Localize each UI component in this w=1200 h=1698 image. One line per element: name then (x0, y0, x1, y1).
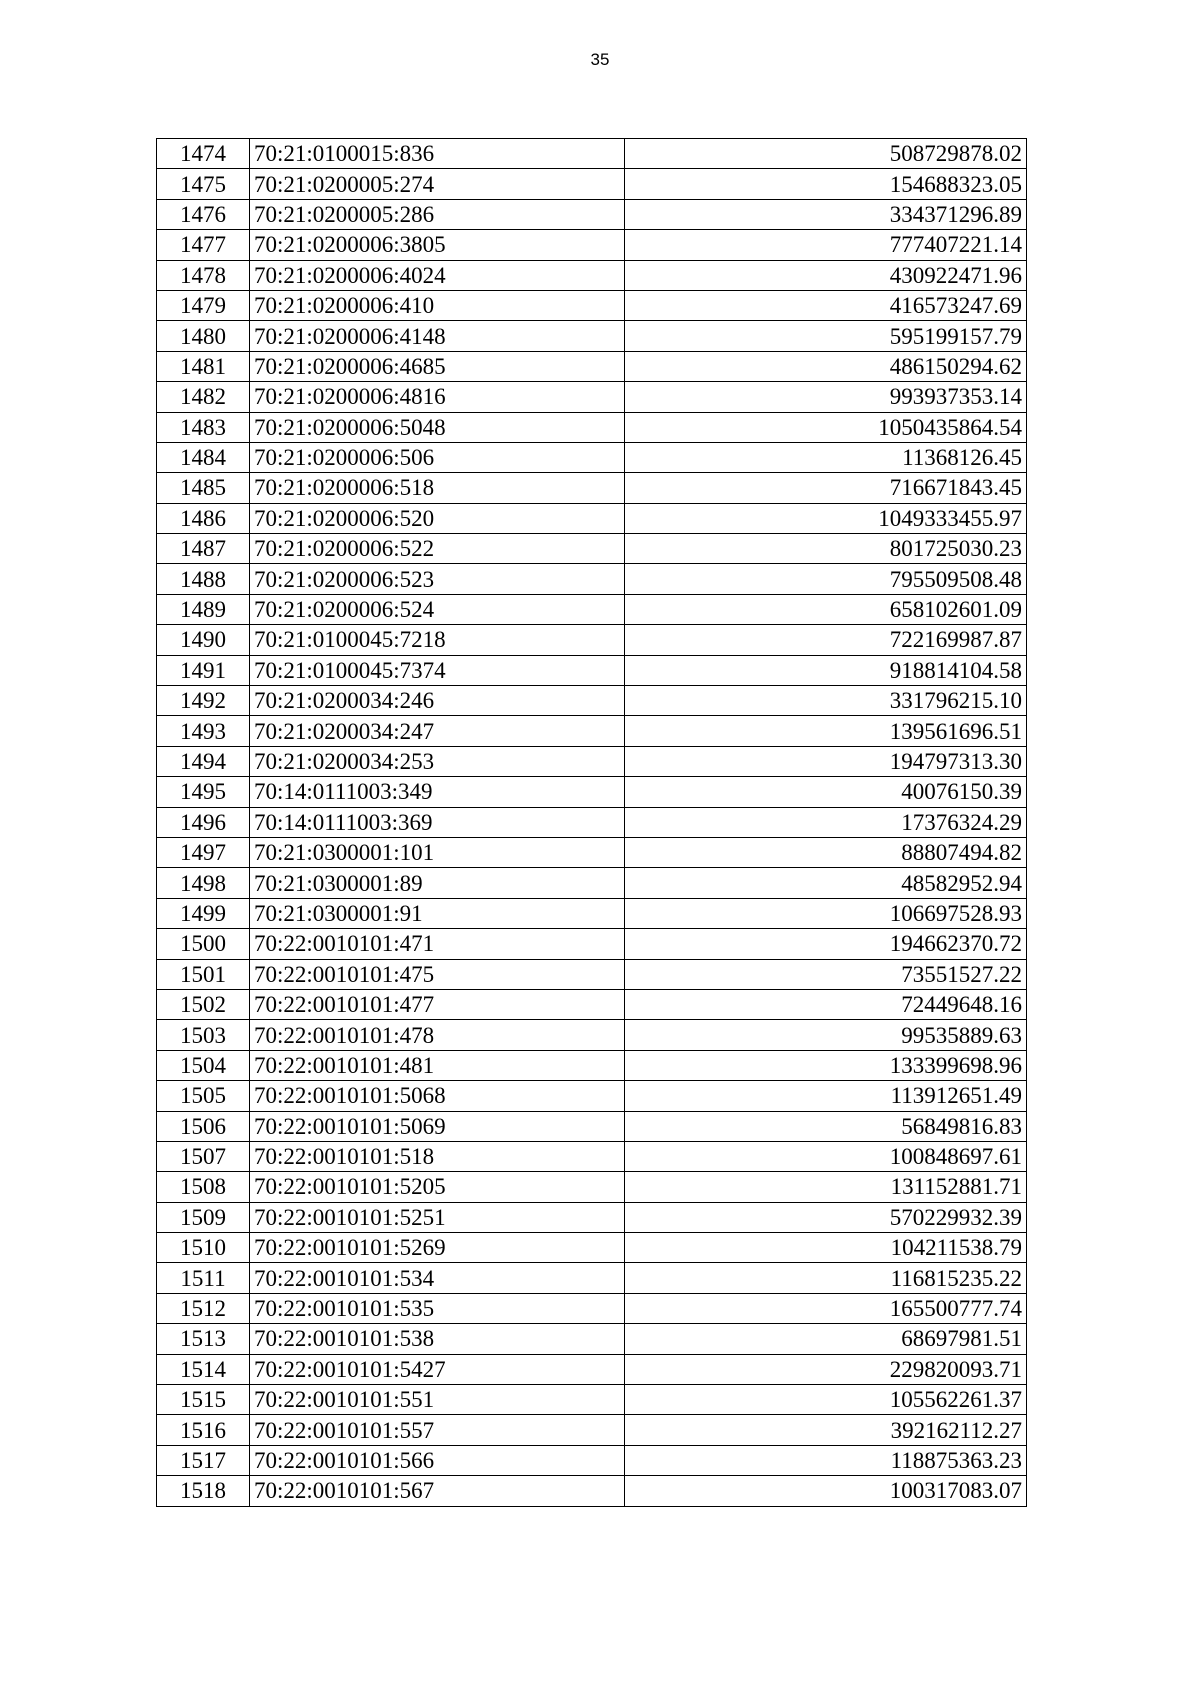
table-row (157, 837, 1027, 867)
cadastral-value-cell: 331796215.10 (625, 686, 1027, 716)
row-number-cell: 1494 (157, 746, 250, 776)
cadastral-value-cell: 918814104.58 (625, 655, 1027, 685)
table-row (157, 534, 1027, 564)
row-number-cell: 1477 (157, 230, 250, 260)
cadastral-value-cell: 658102601.09 (625, 594, 1027, 624)
table-row (157, 1415, 1027, 1445)
cadastral-number-cell: 70:22:0010101:534 (250, 1263, 625, 1293)
cadastral-number-cell: 70:21:0200005:274 (250, 169, 625, 199)
row-number-cell: 1479 (157, 290, 250, 320)
row-number-cell: 1490 (157, 625, 250, 655)
table-row (157, 1020, 1027, 1050)
row-number-cell: 1481 (157, 351, 250, 381)
cadastral-value-cell: 416573247.69 (625, 290, 1027, 320)
cadastral-value-cell: 100317083.07 (625, 1476, 1027, 1506)
cadastral-value-cell: 56849816.83 (625, 1111, 1027, 1141)
table-row (157, 1141, 1027, 1171)
row-number-cell: 1495 (157, 777, 250, 807)
cadastral-number-cell: 70:22:0010101:478 (250, 1020, 625, 1050)
row-number-cell: 1483 (157, 412, 250, 442)
row-number-cell: 1511 (157, 1263, 250, 1293)
cadastral-value-cell: 72449648.16 (625, 989, 1027, 1019)
cadastral-number-cell: 70:22:0010101:551 (250, 1385, 625, 1415)
registry-table (156, 138, 1027, 1507)
table-row (157, 199, 1027, 229)
row-number-cell: 1484 (157, 442, 250, 472)
row-number-cell: 1498 (157, 868, 250, 898)
cadastral-number-cell: 70:21:0100045:7374 (250, 655, 625, 685)
table-row (157, 564, 1027, 594)
table-row (157, 473, 1027, 503)
cadastral-value-cell: 105562261.37 (625, 1385, 1027, 1415)
cadastral-number-cell: 70:14:0111003:369 (250, 807, 625, 837)
table-row (157, 898, 1027, 928)
cadastral-value-cell: 100848697.61 (625, 1141, 1027, 1171)
table-row (157, 1111, 1027, 1141)
cadastral-value-cell: 11368126.45 (625, 442, 1027, 472)
row-number-cell: 1475 (157, 169, 250, 199)
row-number-cell: 1505 (157, 1081, 250, 1111)
table-row (157, 1324, 1027, 1354)
cadastral-number-cell: 70:21:0200006:4148 (250, 321, 625, 351)
cadastral-number-cell: 70:22:0010101:5427 (250, 1354, 625, 1384)
row-number-cell: 1492 (157, 686, 250, 716)
table-row (157, 260, 1027, 290)
cadastral-value-cell: 17376324.29 (625, 807, 1027, 837)
cadastral-number-cell: 70:22:0010101:566 (250, 1445, 625, 1475)
cadastral-number-cell: 70:22:0010101:557 (250, 1415, 625, 1445)
table-row (157, 959, 1027, 989)
row-number-cell: 1512 (157, 1293, 250, 1323)
row-number-cell: 1500 (157, 929, 250, 959)
cadastral-value-cell: 1050435864.54 (625, 412, 1027, 442)
table-row (157, 1385, 1027, 1415)
row-number-cell: 1487 (157, 534, 250, 564)
table-row (157, 1445, 1027, 1475)
row-number-cell: 1476 (157, 199, 250, 229)
table-row (157, 1233, 1027, 1263)
cadastral-number-cell: 70:22:0010101:5068 (250, 1081, 625, 1111)
cadastral-value-cell: 194662370.72 (625, 929, 1027, 959)
table-row (157, 777, 1027, 807)
row-number-cell: 1489 (157, 594, 250, 624)
cadastral-number-cell: 70:21:0200006:4816 (250, 382, 625, 412)
cadastral-number-cell: 70:21:0200006:5048 (250, 412, 625, 442)
table-row (157, 1050, 1027, 1080)
cadastral-number-cell: 70:22:0010101:5251 (250, 1202, 625, 1232)
cadastral-number-cell: 70:21:0200006:506 (250, 442, 625, 472)
table-row (157, 290, 1027, 320)
table-row (157, 625, 1027, 655)
cadastral-value-cell: 595199157.79 (625, 321, 1027, 351)
table-row (157, 686, 1027, 716)
cadastral-number-cell: 70:21:0100045:7218 (250, 625, 625, 655)
cadastral-number-cell: 70:22:0010101:5069 (250, 1111, 625, 1141)
row-number-cell: 1496 (157, 807, 250, 837)
row-number-cell: 1517 (157, 1445, 250, 1475)
table-row (157, 169, 1027, 199)
cadastral-number-cell: 70:21:0200034:246 (250, 686, 625, 716)
page-number: 35 (590, 50, 610, 69)
cadastral-value-cell: 795509508.48 (625, 564, 1027, 594)
table-row (157, 412, 1027, 442)
cadastral-value-cell: 88807494.82 (625, 837, 1027, 867)
table-row (157, 989, 1027, 1019)
row-number-cell: 1507 (157, 1141, 250, 1171)
cadastral-value-cell: 48582952.94 (625, 868, 1027, 898)
cadastral-value-cell: 113912651.49 (625, 1081, 1027, 1111)
cadastral-value-cell: 99535889.63 (625, 1020, 1027, 1050)
cadastral-value-cell: 106697528.93 (625, 898, 1027, 928)
cadastral-value-cell: 194797313.30 (625, 746, 1027, 776)
cadastral-number-cell: 70:21:0200006:410 (250, 290, 625, 320)
cadastral-value-cell: 508729878.02 (625, 139, 1027, 169)
table-row (157, 442, 1027, 472)
cadastral-value-cell: 722169987.87 (625, 625, 1027, 655)
cadastral-number-cell: 70:22:0010101:518 (250, 1141, 625, 1171)
cadastral-value-cell: 40076150.39 (625, 777, 1027, 807)
row-number-cell: 1513 (157, 1324, 250, 1354)
row-number-cell: 1504 (157, 1050, 250, 1080)
cadastral-value-cell: 116815235.22 (625, 1263, 1027, 1293)
cadastral-value-cell: 1049333455.97 (625, 503, 1027, 533)
table-row (157, 321, 1027, 351)
cadastral-number-cell: 70:14:0111003:349 (250, 777, 625, 807)
row-number-cell: 1514 (157, 1354, 250, 1384)
row-number-cell: 1485 (157, 473, 250, 503)
table-row (157, 1202, 1027, 1232)
cadastral-number-cell: 70:22:0010101:471 (250, 929, 625, 959)
table-row (157, 868, 1027, 898)
table-row (157, 807, 1027, 837)
cadastral-number-cell: 70:21:0200005:286 (250, 199, 625, 229)
row-number-cell: 1488 (157, 564, 250, 594)
row-number-cell: 1482 (157, 382, 250, 412)
cadastral-value-cell: 430922471.96 (625, 260, 1027, 290)
table-row (157, 1172, 1027, 1202)
row-number-cell: 1480 (157, 321, 250, 351)
cadastral-value-cell: 801725030.23 (625, 534, 1027, 564)
cadastral-number-cell: 70:22:0010101:538 (250, 1324, 625, 1354)
row-number-cell: 1501 (157, 959, 250, 989)
table-row (157, 1263, 1027, 1293)
row-number-cell: 1509 (157, 1202, 250, 1232)
registry-table-body (157, 139, 1027, 1507)
cadastral-value-cell: 68697981.51 (625, 1324, 1027, 1354)
cadastral-number-cell: 70:21:0200006:3805 (250, 230, 625, 260)
cadastral-number-cell: 70:21:0300001:91 (250, 898, 625, 928)
cadastral-number-cell: 70:21:0300001:89 (250, 868, 625, 898)
table-row (157, 1476, 1027, 1506)
cadastral-number-cell: 70:21:0200006:4024 (250, 260, 625, 290)
row-number-cell: 1515 (157, 1385, 250, 1415)
row-number-cell: 1503 (157, 1020, 250, 1050)
cadastral-number-cell: 70:21:0200034:247 (250, 716, 625, 746)
cadastral-value-cell: 229820093.71 (625, 1354, 1027, 1384)
table-row (157, 503, 1027, 533)
cadastral-number-cell: 70:22:0010101:477 (250, 989, 625, 1019)
cadastral-value-cell: 165500777.74 (625, 1293, 1027, 1323)
cadastral-number-cell: 70:21:0200006:522 (250, 534, 625, 564)
row-number-cell: 1506 (157, 1111, 250, 1141)
cadastral-value-cell: 716671843.45 (625, 473, 1027, 503)
cadastral-value-cell: 154688323.05 (625, 169, 1027, 199)
row-number-cell: 1508 (157, 1172, 250, 1202)
table-row (157, 1293, 1027, 1323)
row-number-cell: 1499 (157, 898, 250, 928)
cadastral-value-cell: 570229932.39 (625, 1202, 1027, 1232)
table-row (157, 929, 1027, 959)
cadastral-number-cell: 70:21:0300001:101 (250, 837, 625, 867)
table-row (157, 382, 1027, 412)
row-number-cell: 1486 (157, 503, 250, 533)
row-number-cell: 1502 (157, 989, 250, 1019)
cadastral-value-cell: 392162112.27 (625, 1415, 1027, 1445)
cadastral-value-cell: 993937353.14 (625, 382, 1027, 412)
cadastral-number-cell: 70:22:0010101:5205 (250, 1172, 625, 1202)
table-row (157, 1354, 1027, 1384)
row-number-cell: 1474 (157, 139, 250, 169)
cadastral-value-cell: 118875363.23 (625, 1445, 1027, 1475)
cadastral-number-cell: 70:22:0010101:475 (250, 959, 625, 989)
row-number-cell: 1497 (157, 837, 250, 867)
cadastral-number-cell: 70:21:0200006:4685 (250, 351, 625, 381)
row-number-cell: 1518 (157, 1476, 250, 1506)
table-row (157, 655, 1027, 685)
table-row (157, 139, 1027, 169)
table-row (157, 716, 1027, 746)
cadastral-value-cell: 334371296.89 (625, 199, 1027, 229)
cadastral-number-cell: 70:22:0010101:535 (250, 1293, 625, 1323)
cadastral-number-cell: 70:21:0200006:524 (250, 594, 625, 624)
row-number-cell: 1478 (157, 260, 250, 290)
cadastral-number-cell: 70:22:0010101:481 (250, 1050, 625, 1080)
row-number-cell: 1493 (157, 716, 250, 746)
cadastral-number-cell: 70:21:0200006:518 (250, 473, 625, 503)
cadastral-number-cell: 70:22:0010101:5269 (250, 1233, 625, 1263)
row-number-cell: 1510 (157, 1233, 250, 1263)
table-row (157, 351, 1027, 381)
cadastral-value-cell: 131152881.71 (625, 1172, 1027, 1202)
cadastral-value-cell: 486150294.62 (625, 351, 1027, 381)
row-number-cell: 1491 (157, 655, 250, 685)
cadastral-number-cell: 70:21:0200006:520 (250, 503, 625, 533)
table-row (157, 1081, 1027, 1111)
table-row (157, 746, 1027, 776)
table-row (157, 594, 1027, 624)
cadastral-value-cell: 73551527.22 (625, 959, 1027, 989)
cadastral-value-cell: 104211538.79 (625, 1233, 1027, 1263)
cadastral-value-cell: 139561696.51 (625, 716, 1027, 746)
table-row (157, 230, 1027, 260)
row-number-cell: 1516 (157, 1415, 250, 1445)
cadastral-number-cell: 70:21:0200034:253 (250, 746, 625, 776)
cadastral-number-cell: 70:21:0100015:836 (250, 139, 625, 169)
cadastral-value-cell: 777407221.14 (625, 230, 1027, 260)
cadastral-number-cell: 70:22:0010101:567 (250, 1476, 625, 1506)
cadastral-value-cell: 133399698.96 (625, 1050, 1027, 1080)
cadastral-number-cell: 70:21:0200006:523 (250, 564, 625, 594)
